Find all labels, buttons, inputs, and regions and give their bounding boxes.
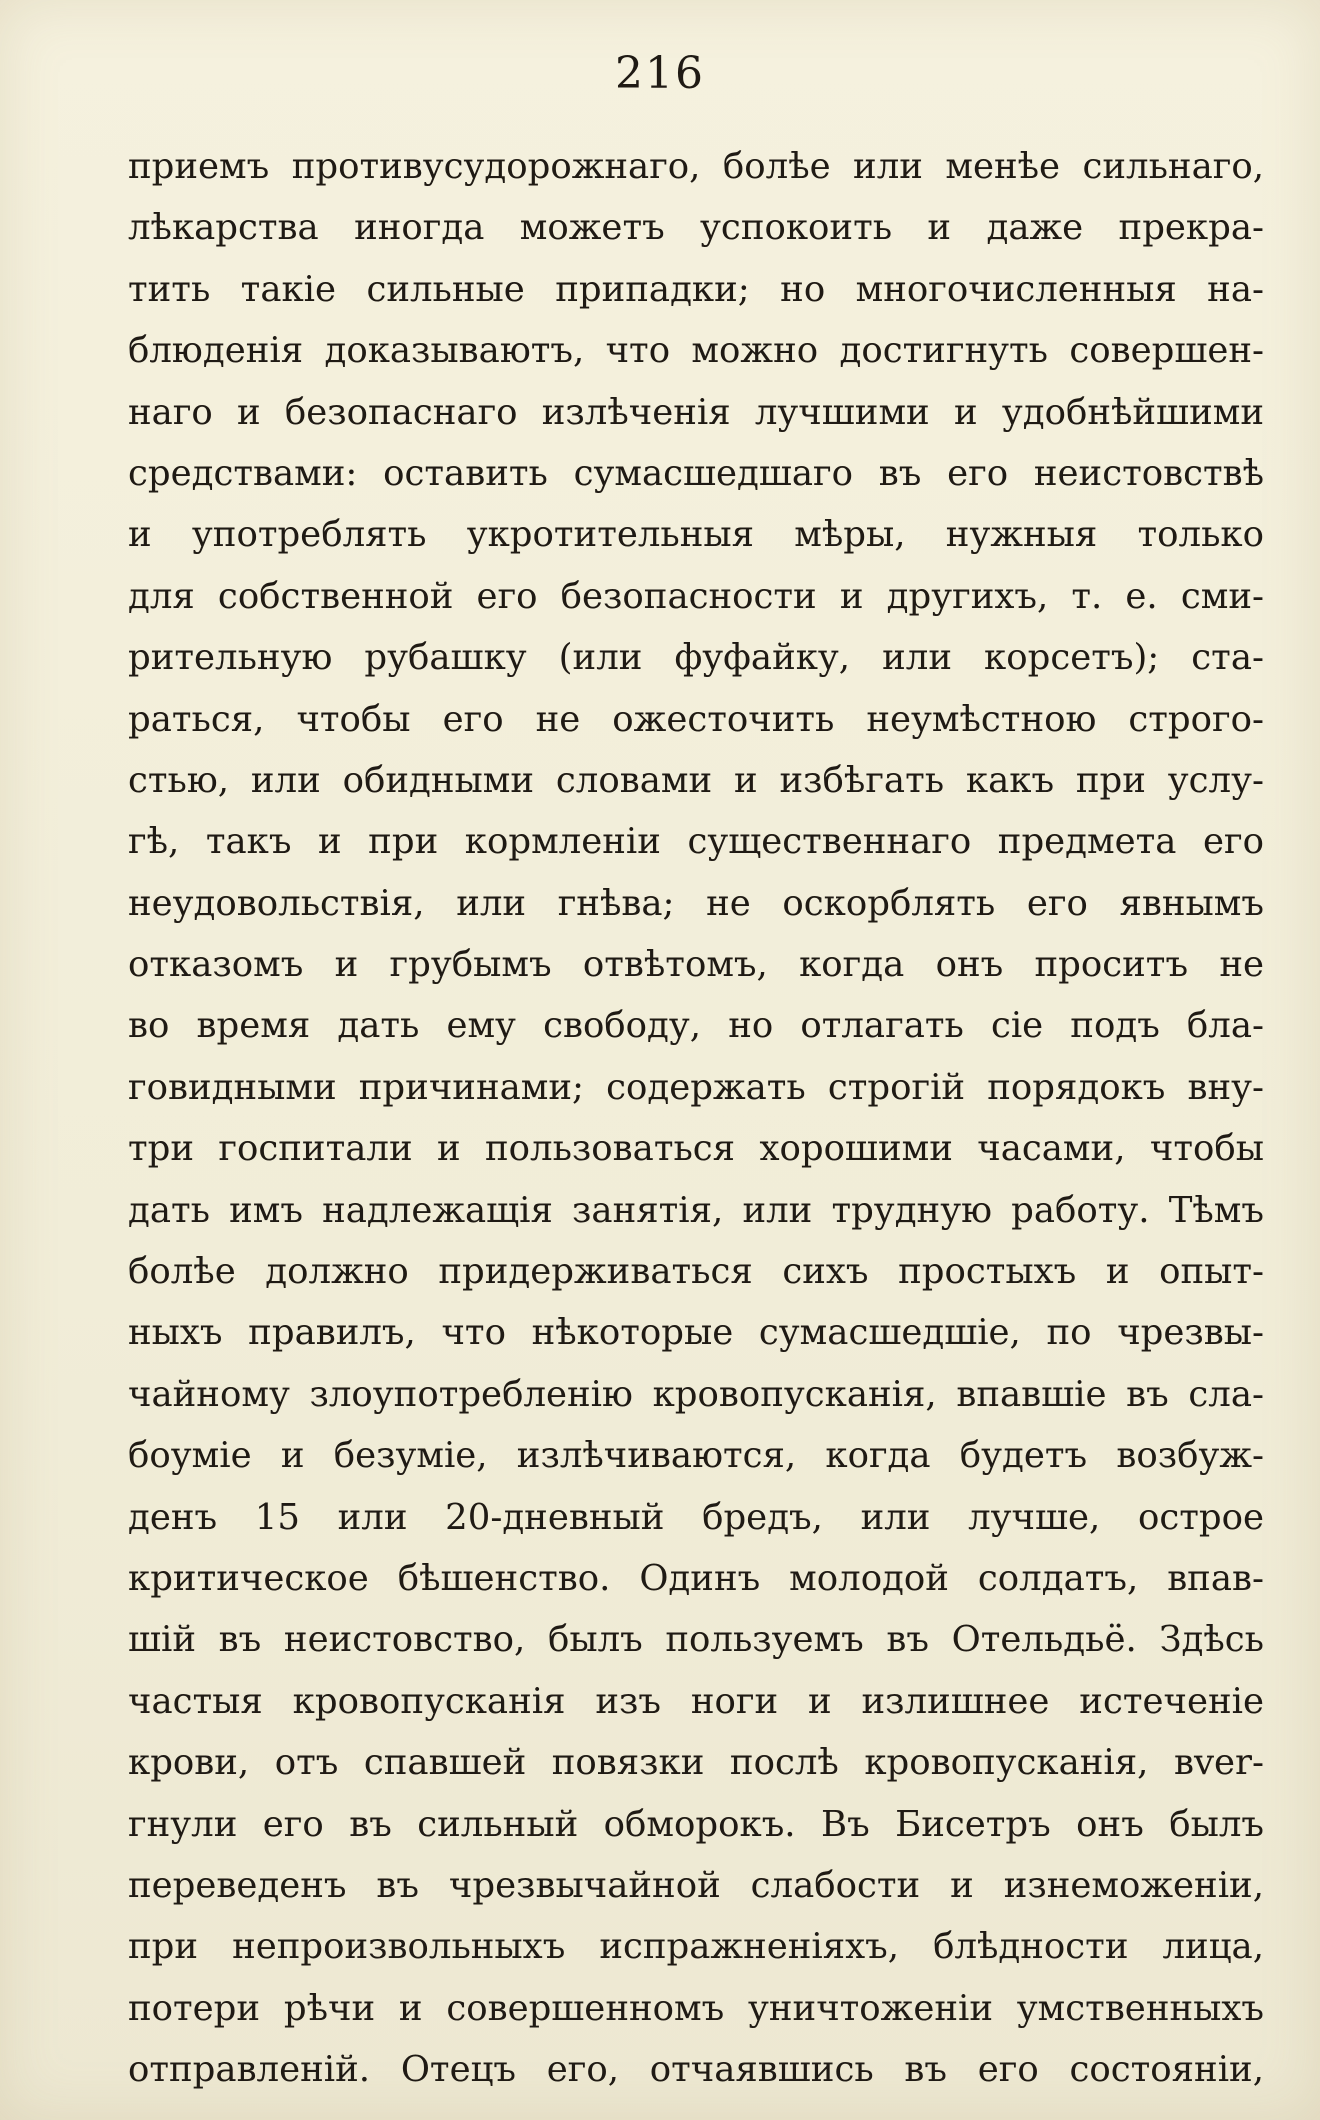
text-line: во время дать ему свободу, но отлагать сіе подъ бла- bbox=[128, 1005, 1264, 1047]
text-line: переведенъ въ чрезвычайной слабости и изнеможеніи, bbox=[128, 1864, 1264, 1906]
body-text bbox=[128, 136, 1264, 2101]
text-line: приемъ противусудорожнаго, болѣе или менѣе сильнаго, bbox=[128, 146, 1264, 187]
text-line: блюденія доказываютъ, что можно достигнуть совершен- bbox=[128, 330, 1264, 372]
text-line: отказомъ и грубымъ отвѣтомъ, когда онъ проситъ не bbox=[128, 944, 1264, 986]
text-line: наго и безопаснаго излѣченія лучшими и удобнѣйшими bbox=[128, 391, 1264, 433]
text-line: дать имъ надлежащія занятія, или трудную работу. Тѣмъ bbox=[128, 1189, 1264, 1231]
text-line: критическое бѣшенство. Одинъ молодой солдатъ, впав- bbox=[128, 1557, 1264, 1599]
text-line: шій въ неистовство, былъ пользуемъ въ Отельдьё. Здѣсь bbox=[128, 1619, 1264, 1661]
text-line: тить такіе сильные припадки; но многочисленныя на- bbox=[128, 268, 1264, 310]
text-line: боуміе и безуміе, излѣчиваются, когда будетъ возбуж- bbox=[128, 1435, 1264, 1477]
text-line: крови, отъ спавшей повязки послѣ кровопусканія, вver- bbox=[128, 1742, 1264, 1784]
text-line: средствами: оставить сумасшедшаго въ его неистовствѣ bbox=[128, 452, 1264, 494]
text-line: говидными причинами; содержать строгій порядокъ вну- bbox=[128, 1066, 1264, 1108]
text-line: денъ 15 или 20-дневный бредъ, или лучше, острое bbox=[128, 1496, 1264, 1538]
text-line: стью, или обидными словами и избѣгать какъ при услу- bbox=[128, 759, 1264, 801]
text-line: раться, чтобы его не ожесточить неумѣстною строго- bbox=[128, 698, 1264, 740]
text-line: болѣе должно придерживаться сихъ простыхъ и опыт- bbox=[128, 1251, 1264, 1293]
text-line: отправленій. Отецъ его, отчаявшись въ его состояніи, bbox=[128, 2049, 1264, 2091]
text-line: гѣ, такъ и при кормленіи существеннаго предмета его bbox=[128, 821, 1264, 863]
text-line: лѣкарства иногда можетъ успокоить и даже прекра- bbox=[128, 207, 1264, 249]
text-line: гнули его въ сильный обморокъ. Въ Бисетръ онъ былъ bbox=[128, 1803, 1264, 1845]
text-line: при непроизвольныхъ испражненіяхъ, блѣдности лица, bbox=[128, 1926, 1264, 1968]
text-line: частыя кровопусканія изъ ноги и излишнее истеченіе bbox=[128, 1680, 1264, 1722]
text-line: три госпитали и пользоваться хорошими часами, чтобы bbox=[128, 1128, 1264, 1170]
text-line: потери рѣчи и совершенномъ уничтоженіи умственныхъ bbox=[128, 1987, 1264, 2029]
text-line: для собственной его безопасности и другихъ, т. е. сми- bbox=[128, 575, 1264, 617]
text-line: чайному злоупотребленію кровопусканія, впавшіе въ сла- bbox=[128, 1373, 1264, 1415]
text-line: рительную рубашку (или фуфайку, или корсетъ); ста- bbox=[128, 637, 1264, 679]
text-line: и употреблять укротительныя мѣры, нужныя только bbox=[128, 514, 1264, 556]
page-number: 216 bbox=[615, 48, 705, 99]
text-line: ныхъ правилъ, что нѣкоторые сумасшедшіе, по чрезвы- bbox=[128, 1312, 1264, 1354]
text-line: неудовольствія, или гнѣва; не оскорблять его явнымъ bbox=[128, 882, 1264, 924]
